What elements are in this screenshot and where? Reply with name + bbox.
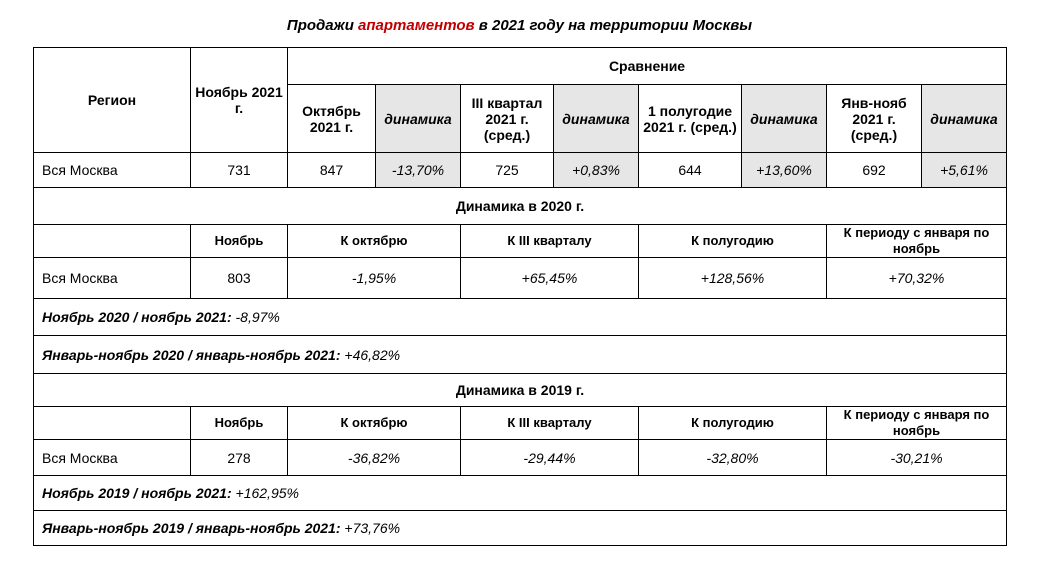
dynamics-cell: +5,61% bbox=[922, 153, 1007, 188]
col-header: К октябрю bbox=[288, 407, 461, 440]
value-cell: 731 bbox=[191, 153, 288, 188]
page-title bbox=[0, 17, 1039, 34]
note-jannov-2019: Январь-ноябрь 2019 / январь-ноябрь 2021: +73,76% bbox=[34, 511, 1007, 546]
value-cell: 803 bbox=[191, 258, 288, 299]
sales-table bbox=[33, 47, 1007, 546]
region-cell: Вся Москва bbox=[34, 258, 191, 299]
col-header: К III кварталу bbox=[461, 407, 639, 440]
header-dynamics: динамика bbox=[742, 85, 827, 153]
col-header: К III кварталу bbox=[461, 225, 639, 258]
dynamics-cell: +0,83% bbox=[554, 153, 639, 188]
col-header: К полугодию bbox=[639, 225, 827, 258]
region-cell: Вся Москва bbox=[34, 440, 191, 476]
value-cell: 278 bbox=[191, 440, 288, 476]
value-cell: 644 bbox=[639, 153, 742, 188]
value-cell: 692 bbox=[827, 153, 922, 188]
section-heading-2020: Динамика в 2020 г. bbox=[34, 188, 1007, 225]
dynamics-cell: -13,70% bbox=[376, 153, 461, 188]
header-region: Регион bbox=[34, 48, 191, 153]
dynamics-cell: +13,60% bbox=[742, 153, 827, 188]
value-cell: -30,21% bbox=[827, 440, 1007, 476]
title-highlight: апартаментов bbox=[358, 17, 475, 34]
value-cell: -36,82% bbox=[288, 440, 461, 476]
note-jannov-2020: Январь-ноябрь 2020 / январь-ноябрь 2021: +46,82% bbox=[34, 336, 1007, 374]
header-oct2021: Октябрь 2021 г. bbox=[288, 85, 376, 153]
header-dynamics: динамика bbox=[554, 85, 639, 153]
header-dynamics: динамика bbox=[922, 85, 1007, 153]
value-cell: +65,45% bbox=[461, 258, 639, 299]
col-header: К периоду с января по ноябрь bbox=[827, 225, 1007, 258]
note-nov-2019: Ноябрь 2019 / ноябрь 2021: +162,95% bbox=[34, 476, 1007, 511]
value-cell: -29,44% bbox=[461, 440, 639, 476]
table-row bbox=[34, 258, 1007, 299]
region-cell: Вся Москва bbox=[34, 153, 191, 188]
col-header: Ноябрь bbox=[191, 225, 288, 258]
header-h1: 1 полугодие 2021 г. (сред.) bbox=[639, 85, 742, 153]
value-cell: +128,56% bbox=[639, 258, 827, 299]
value-cell: -32,80% bbox=[639, 440, 827, 476]
value-cell: 725 bbox=[461, 153, 554, 188]
table-row bbox=[34, 440, 1007, 476]
title-text: Продажи bbox=[286, 17, 359, 34]
header-comparison: Сравнение bbox=[288, 48, 1007, 85]
note-nov-2020: Ноябрь 2020 / ноябрь 2021: -8,97% bbox=[34, 299, 1007, 336]
header-nov2021: Ноябрь 2021 г. bbox=[191, 48, 288, 153]
title-text: в 2021 году на территории Москвы bbox=[474, 17, 753, 34]
section-heading-2019: Динамика в 2019 г. bbox=[34, 374, 1007, 407]
value-cell: +70,32% bbox=[827, 258, 1007, 299]
col-header: К полугодию bbox=[639, 407, 827, 440]
header-q3: III квартал 2021 г. (сред.) bbox=[461, 85, 554, 153]
value-cell: 847 bbox=[288, 153, 376, 188]
value-cell: -1,95% bbox=[288, 258, 461, 299]
col-header: К периоду с января по ноябрь bbox=[827, 407, 1007, 440]
table-row bbox=[34, 153, 1007, 188]
header-dynamics: динамика bbox=[376, 85, 461, 153]
header-jannov: Янв-нояб 2021 г. (сред.) bbox=[827, 85, 922, 153]
col-header: К октябрю bbox=[288, 225, 461, 258]
col-header: Ноябрь bbox=[191, 407, 288, 440]
